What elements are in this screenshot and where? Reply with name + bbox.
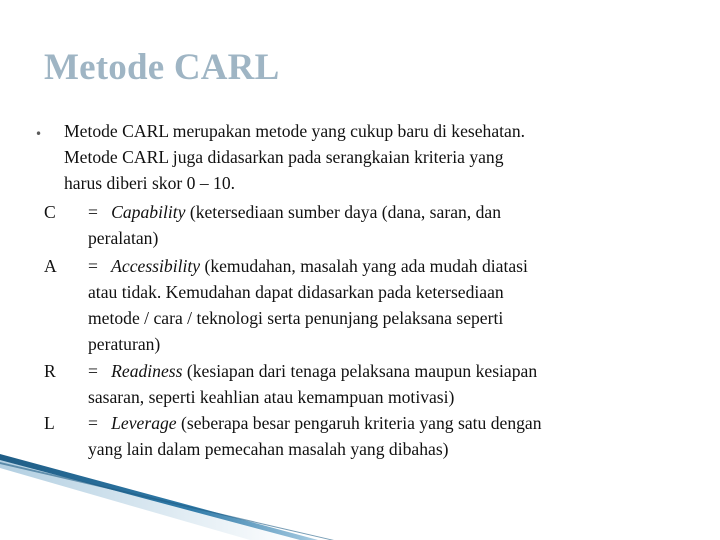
- criterion-a-term: Accessibility: [111, 256, 201, 276]
- criterion-r-eq: =: [88, 361, 98, 381]
- criterion-c-eq: =: [88, 202, 98, 222]
- criterion-letter-l: L: [44, 413, 55, 433]
- criterion-l-line-2: yang lain dalam pemecahan masalah yang dibahas): [88, 439, 449, 459]
- criterion-r-line-2: sasaran, seperti keahlian atau kemampuan motivasi): [88, 387, 455, 407]
- criterion-a-line-3: metode / cara / teknologi serta penunjang pelaksana seperti: [88, 308, 504, 328]
- criterion-l-desc: (seberapa besar pengaruh kriteria yang satu dengan: [176, 413, 542, 433]
- criterion-r-line-1: [88, 358, 708, 384]
- intro-line-1: Metode CARL merupakan metode yang cukup baru di kesehatan.: [64, 121, 526, 141]
- decoration-swoosh-thin: [0, 462, 334, 540]
- criterion-c-desc: (ketersediaan sumber daya (dana, saran, dan: [185, 202, 501, 222]
- criterion-a-desc: (kemudahan, masalah yang ada mudah diatasi: [200, 256, 528, 276]
- criterion-l-eq: =: [88, 413, 98, 433]
- criterion-letter-c: C: [44, 202, 56, 222]
- criterion-l-term: Leverage: [111, 413, 177, 433]
- decoration-swoosh-dark: [0, 454, 318, 540]
- criterion-c-line-2: peralatan): [88, 228, 159, 248]
- criterion-letter-r: R: [44, 361, 56, 381]
- criterion-l-line-1: [88, 410, 708, 436]
- slide-title: Metode CARL: [44, 47, 280, 88]
- criterion-a-eq: =: [88, 256, 98, 276]
- criterion-a-line-2: atau tidak. Kemudahan dapat didasarkan pada ketersediaan: [88, 282, 504, 302]
- intro-line-3: harus diberi skor 0 – 10.: [64, 173, 236, 193]
- criterion-c-line-1: [88, 199, 708, 225]
- criterion-a-line-4: peraturan): [88, 334, 161, 354]
- intro-line-2: Metode CARL juga didasarkan pada serangkaian kriteria yang: [64, 147, 504, 167]
- criterion-r-desc: (kesiapan dari tenaga pelaksana maupun kesiapan: [182, 361, 538, 381]
- criterion-letter-a: A: [44, 256, 57, 276]
- bottom-decoration: [0, 440, 720, 540]
- bullet-icon: •: [35, 127, 43, 141]
- criterion-r-term: Readiness: [111, 361, 183, 381]
- criterion-a-line-1: [88, 253, 708, 279]
- criterion-c-term: Capability: [111, 202, 186, 222]
